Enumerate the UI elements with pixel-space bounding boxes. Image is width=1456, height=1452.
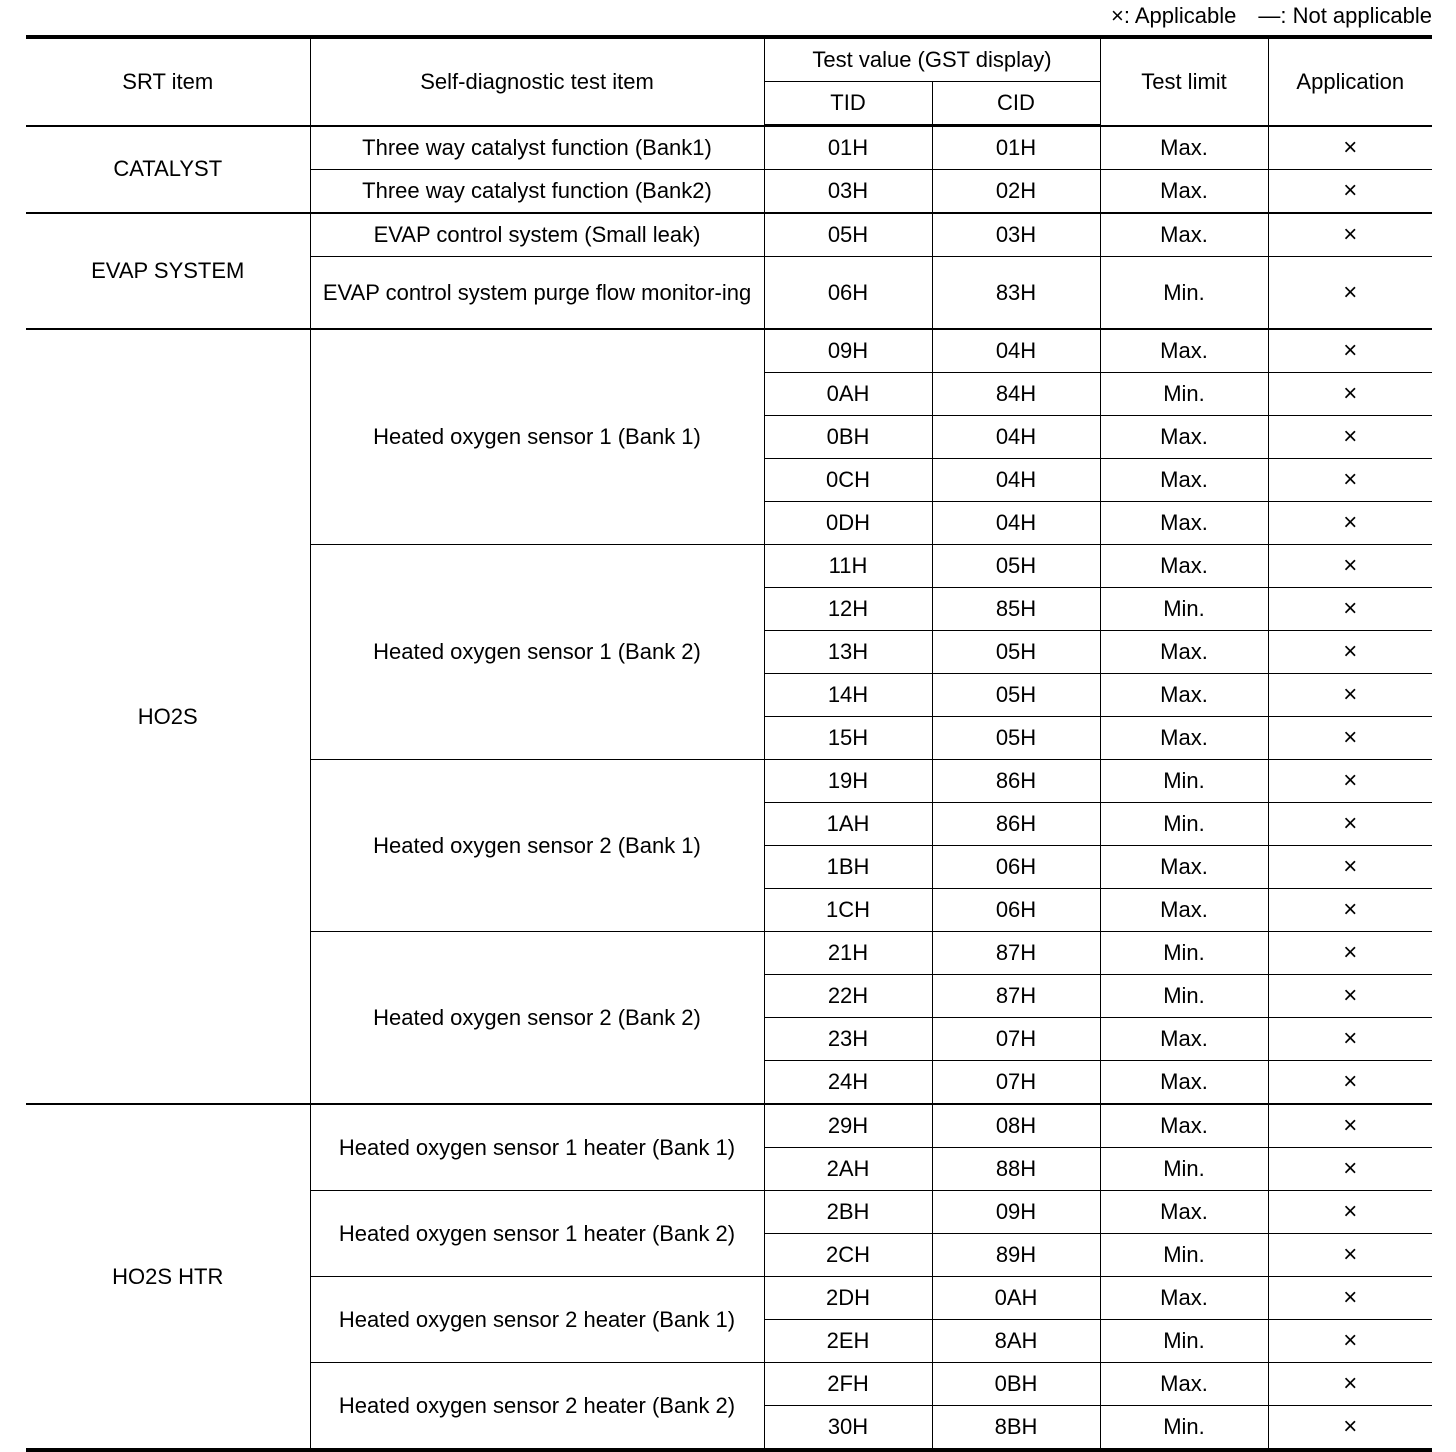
legend-not-applicable: —: Not applicable (1258, 3, 1432, 28)
tid-cell: 0AH (764, 373, 932, 416)
test-limit-cell: Max. (1100, 1061, 1268, 1105)
tid-cell: 19H (764, 760, 932, 803)
test-limit-cell: Max. (1100, 459, 1268, 502)
test-limit-cell: Min. (1100, 1148, 1268, 1191)
test-item-cell: Heated oxygen sensor 2 (Bank 1) (310, 760, 764, 932)
cid-cell: 0AH (932, 1277, 1100, 1320)
application-cell: × (1268, 846, 1432, 889)
test-limit-cell: Min. (1100, 1406, 1268, 1451)
table-body (26, 126, 1432, 1451)
srt-test-table (26, 35, 1432, 1452)
tid-cell: 0DH (764, 502, 932, 545)
test-limit-cell: Max. (1100, 126, 1268, 170)
test-limit-cell: Min. (1100, 975, 1268, 1018)
application-cell: × (1268, 257, 1432, 330)
application-cell: × (1268, 502, 1432, 545)
header-test-value: Test value (GST display) (764, 37, 1100, 82)
test-limit-cell: Max. (1100, 416, 1268, 459)
test-limit-cell: Max. (1100, 1277, 1268, 1320)
application-cell: × (1268, 1277, 1432, 1320)
application-cell: × (1268, 674, 1432, 717)
test-limit-cell: Min. (1100, 373, 1268, 416)
test-limit-cell: Max. (1100, 545, 1268, 588)
tid-cell: 22H (764, 975, 932, 1018)
tid-cell: 0CH (764, 459, 932, 502)
cid-cell: 0BH (932, 1363, 1100, 1406)
application-cell: × (1268, 1234, 1432, 1277)
cid-cell: 07H (932, 1018, 1100, 1061)
tid-cell: 1AH (764, 803, 932, 846)
tid-cell: 2FH (764, 1363, 932, 1406)
header-test-limit: Test limit (1100, 37, 1268, 126)
srt-item-cell: HO2S (26, 329, 310, 1104)
test-item-cell: Heated oxygen sensor 1 (Bank 1) (310, 329, 764, 545)
cid-cell: 85H (932, 588, 1100, 631)
tid-cell: 14H (764, 674, 932, 717)
tid-cell: 09H (764, 329, 932, 373)
cid-cell: 04H (932, 459, 1100, 502)
test-limit-cell: Max. (1100, 889, 1268, 932)
tid-cell: 03H (764, 170, 932, 214)
header-srt-item: SRT item (26, 37, 310, 126)
application-cell: × (1268, 459, 1432, 502)
application-cell: × (1268, 126, 1432, 170)
tid-cell: 2EH (764, 1320, 932, 1363)
tid-cell: 13H (764, 631, 932, 674)
cid-cell: 87H (932, 975, 1100, 1018)
cid-cell: 05H (932, 545, 1100, 588)
application-cell: × (1268, 975, 1432, 1018)
cid-cell: 04H (932, 502, 1100, 545)
cid-cell: 04H (932, 329, 1100, 373)
application-cell: × (1268, 329, 1432, 373)
test-limit-cell: Min. (1100, 1320, 1268, 1363)
cid-cell: 05H (932, 674, 1100, 717)
tid-cell: 1BH (764, 846, 932, 889)
tid-cell: 2CH (764, 1234, 932, 1277)
tid-cell: 11H (764, 545, 932, 588)
cid-cell: 05H (932, 631, 1100, 674)
test-item-cell: Heated oxygen sensor 2 heater (Bank 2) (310, 1363, 764, 1451)
legend (1111, 3, 1432, 29)
cid-cell: 06H (932, 846, 1100, 889)
srt-item-cell: HO2S HTR (26, 1104, 310, 1450)
application-cell: × (1268, 1148, 1432, 1191)
application-cell: × (1268, 213, 1432, 257)
test-item-cell: EVAP control system (Small leak) (310, 213, 764, 257)
test-item-cell: Heated oxygen sensor 2 heater (Bank 1) (310, 1277, 764, 1363)
test-limit-cell: Max. (1100, 170, 1268, 214)
application-cell: × (1268, 1061, 1432, 1105)
test-limit-cell: Max. (1100, 1191, 1268, 1234)
tid-cell: 06H (764, 257, 932, 330)
application-cell: × (1268, 932, 1432, 975)
header-tid: TID (764, 82, 932, 126)
table-row (26, 1104, 1432, 1148)
test-item-cell: Three way catalyst function (Bank1) (310, 126, 764, 170)
application-cell: × (1268, 1104, 1432, 1148)
tid-cell: 05H (764, 213, 932, 257)
test-item-cell: Heated oxygen sensor 2 (Bank 2) (310, 932, 764, 1105)
application-cell: × (1268, 170, 1432, 214)
test-limit-cell: Min. (1100, 257, 1268, 330)
application-cell: × (1268, 1406, 1432, 1451)
test-limit-cell: Max. (1100, 1018, 1268, 1061)
cid-cell: 06H (932, 889, 1100, 932)
legend-applicable: ×: Applicable (1110, 3, 1237, 28)
test-limit-cell: Max. (1100, 674, 1268, 717)
tid-cell: 29H (764, 1104, 932, 1148)
table-row (26, 329, 1432, 373)
test-limit-cell: Max. (1100, 717, 1268, 760)
cid-cell: 89H (932, 1234, 1100, 1277)
cid-cell: 07H (932, 1061, 1100, 1105)
application-cell: × (1268, 588, 1432, 631)
table-header (26, 37, 1432, 126)
cid-cell: 87H (932, 932, 1100, 975)
cid-cell: 8AH (932, 1320, 1100, 1363)
test-limit-cell: Min. (1100, 803, 1268, 846)
cid-cell: 02H (932, 170, 1100, 214)
application-cell: × (1268, 1018, 1432, 1061)
application-cell: × (1268, 889, 1432, 932)
header-cid: CID (932, 82, 1100, 126)
cid-cell: 84H (932, 373, 1100, 416)
tid-cell: 1CH (764, 889, 932, 932)
cid-cell: 08H (932, 1104, 1100, 1148)
header-self-diagnostic-test-item: Self-diagnostic test item (310, 37, 764, 126)
srt-item-cell: CATALYST (26, 126, 310, 214)
test-limit-cell: Min. (1100, 1234, 1268, 1277)
test-limit-cell: Max. (1100, 846, 1268, 889)
application-cell: × (1268, 1191, 1432, 1234)
tid-cell: 0BH (764, 416, 932, 459)
test-item-cell: Heated oxygen sensor 1 (Bank 2) (310, 545, 764, 760)
cid-cell: 01H (932, 126, 1100, 170)
table-row (26, 126, 1432, 170)
cid-cell: 86H (932, 760, 1100, 803)
cid-cell: 8BH (932, 1406, 1100, 1451)
tid-cell: 2DH (764, 1277, 932, 1320)
application-cell: × (1268, 373, 1432, 416)
application-cell: × (1268, 416, 1432, 459)
cid-cell: 09H (932, 1191, 1100, 1234)
tid-cell: 01H (764, 126, 932, 170)
cid-cell: 83H (932, 257, 1100, 330)
test-limit-cell: Max. (1100, 1104, 1268, 1148)
table-row (26, 213, 1432, 257)
test-item-cell: Heated oxygen sensor 1 heater (Bank 1) (310, 1104, 764, 1191)
test-item-cell: EVAP control system purge flow monitor-ing (310, 257, 764, 330)
test-limit-cell: Max. (1100, 1363, 1268, 1406)
tid-cell: 2AH (764, 1148, 932, 1191)
test-item-cell: Heated oxygen sensor 1 heater (Bank 2) (310, 1191, 764, 1277)
tid-cell: 24H (764, 1061, 932, 1105)
application-cell: × (1268, 545, 1432, 588)
cid-cell: 04H (932, 416, 1100, 459)
cid-cell: 05H (932, 717, 1100, 760)
tid-cell: 30H (764, 1406, 932, 1451)
application-cell: × (1268, 803, 1432, 846)
test-limit-cell: Max. (1100, 329, 1268, 373)
test-limit-cell: Max. (1100, 213, 1268, 257)
test-item-cell: Three way catalyst function (Bank2) (310, 170, 764, 214)
cid-cell: 03H (932, 213, 1100, 257)
test-limit-cell: Min. (1100, 932, 1268, 975)
cid-cell: 86H (932, 803, 1100, 846)
application-cell: × (1268, 1320, 1432, 1363)
application-cell: × (1268, 717, 1432, 760)
application-cell: × (1268, 1363, 1432, 1406)
tid-cell: 21H (764, 932, 932, 975)
srt-item-cell: EVAP SYSTEM (26, 213, 310, 329)
tid-cell: 2BH (764, 1191, 932, 1234)
test-limit-cell: Min. (1100, 760, 1268, 803)
tid-cell: 15H (764, 717, 932, 760)
application-cell: × (1268, 631, 1432, 674)
tid-cell: 12H (764, 588, 932, 631)
application-cell: × (1268, 760, 1432, 803)
test-limit-cell: Max. (1100, 502, 1268, 545)
header-application: Application (1268, 37, 1432, 126)
test-limit-cell: Min. (1100, 588, 1268, 631)
cid-cell: 88H (932, 1148, 1100, 1191)
test-limit-cell: Max. (1100, 631, 1268, 674)
tid-cell: 23H (764, 1018, 932, 1061)
